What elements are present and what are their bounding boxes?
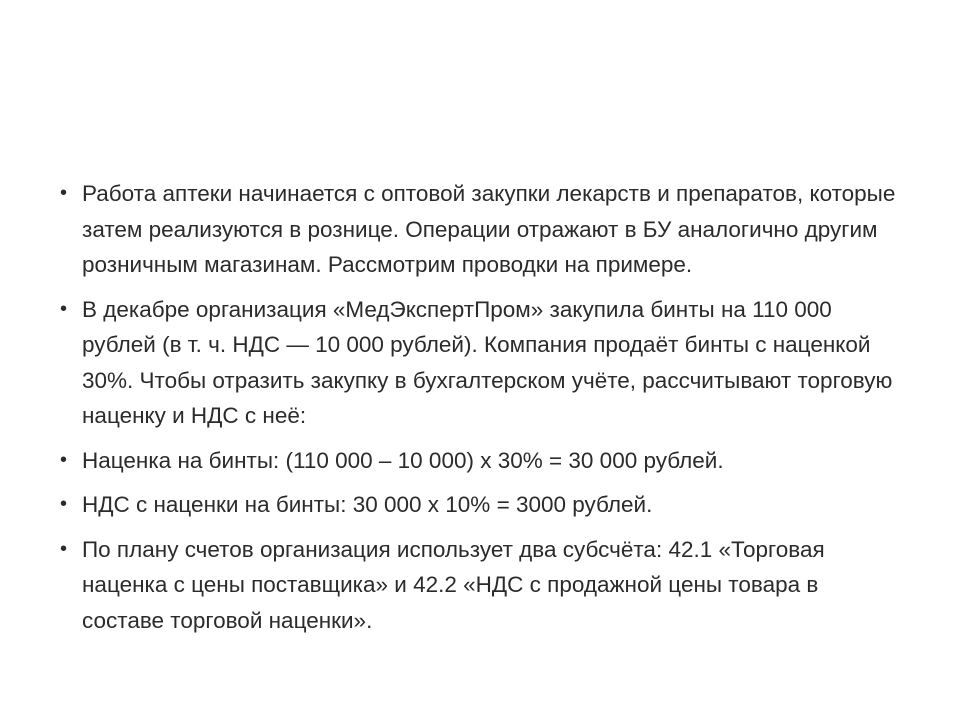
bullet-text: По плану счетов организация использует два субсчёта: 42.1 «Торговая наценка с цены поставщика» и 42.2 «НДС с продажной цены товара в составе торговой наценки». [82, 536, 825, 633]
bullet-point-icon: • [60, 537, 68, 560]
bullet-point-icon: • [60, 182, 68, 204]
bullet-list [60, 176, 900, 647]
bullet-point-icon: • [60, 297, 68, 320]
bullet-item [60, 487, 900, 523]
bullet-text: В декабре организация «МедЭкспертПром» закупила бинты на 110 000 рублей (в т. ч. НДС — 10 000 рублей). Компания продаёт бинты с наценкой 30%. Чтобы отразить закупку в бухгалтерском учёте, рассчитывают торговую наценку и НДС с неё: [82, 296, 893, 428]
bullet-text: НДС с наценки на бинты: 30 000 х 10% = 3000 рублей. [82, 492, 653, 517]
bullet-point-icon: • [60, 448, 68, 471]
bullet-item [60, 176, 900, 283]
bullet-text: Наценка на бинты: (110 000 – 10 000) х 30% = 30 000 рублей. [82, 447, 724, 473]
bullet-item [60, 443, 900, 479]
bullet-item [60, 532, 900, 639]
bullet-text: Работа аптеки начинается с оптовой закупки лекарств и препаратов, которые затем реализуются в рознице. Операции отражают в БУ аналогично другим розничным магазинам. Рассмотрим проводки на примере. [82, 181, 896, 277]
bullet-point-icon: • [60, 493, 68, 515]
bullet-item [60, 292, 900, 434]
